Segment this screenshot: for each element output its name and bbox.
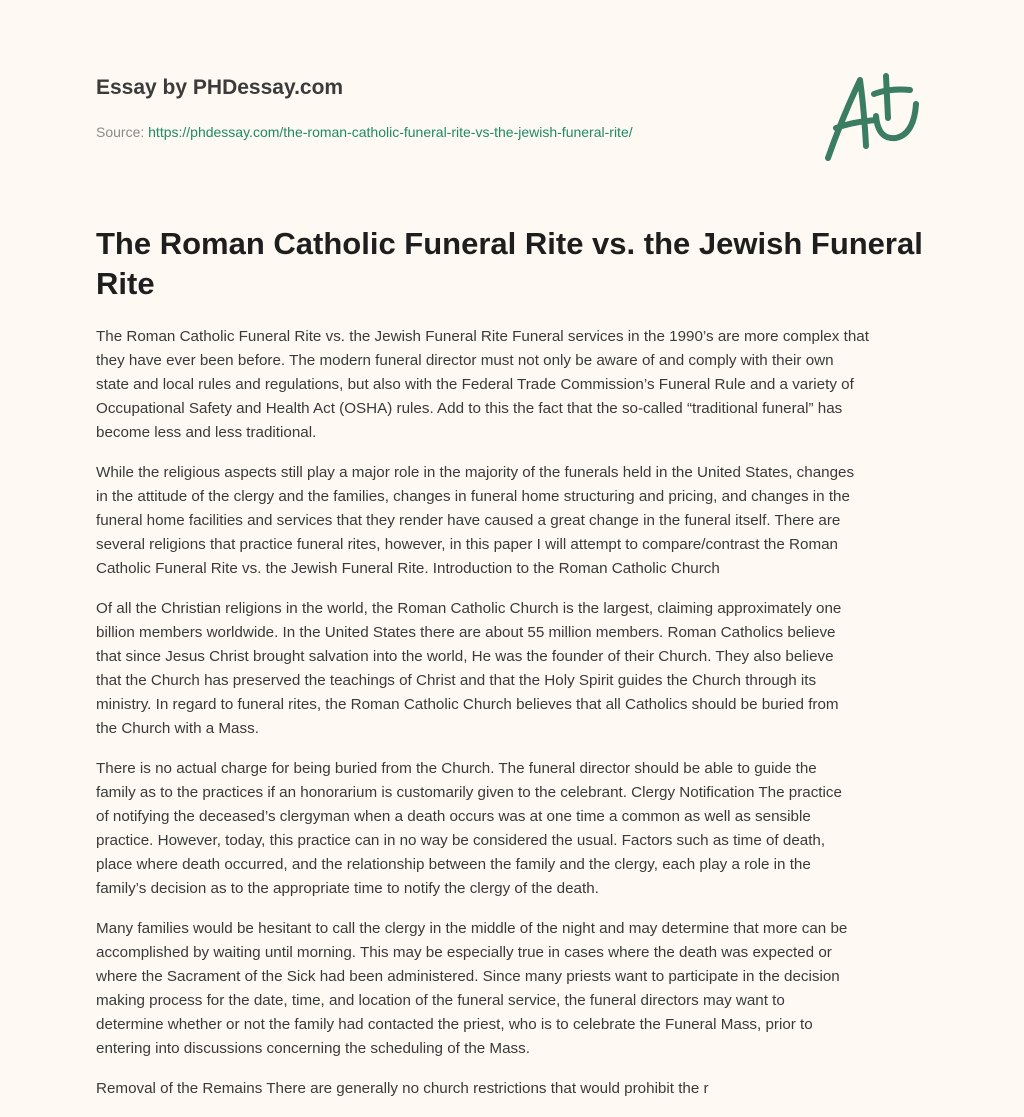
a-plus-logo-icon [818, 68, 930, 164]
paragraph-line: The Roman Catholic Funeral Rite vs. the Jewish Funeral Rite Funeral services in the 1990’s are more complex that [96, 328, 869, 345]
paragraph-line: making process for the date, time, and location of the funeral service, the funeral directors may want to [96, 992, 785, 1009]
paragraph-line: family as to the practices if an honorarium is customarily given to the celebrant. Clergy Notification The practice [96, 784, 842, 801]
paragraph [96, 1077, 956, 1101]
paragraph-line: While the religious aspects still play a major role in the majority of the funerals held in the United States, changes [96, 464, 855, 481]
paragraph-line: determine whether or not the family had contacted the priest, who is to celebrate the Funeral Mass, prior to [96, 1016, 813, 1033]
paragraph-line: they have ever been before. The modern funeral director must not only be aware of and comply with their own [96, 352, 834, 369]
paragraph-line: that since Jesus Christ brought salvation into the world, He was the founder of their Church. They also believe [96, 648, 834, 665]
paragraph-line: the Church with a Mass. [96, 720, 259, 737]
paragraph [96, 597, 956, 741]
paragraph [96, 461, 956, 581]
paragraph-line: that the Church has preserved the teachings of Christ and that the Holy Spirit guides the Church through its [96, 672, 817, 689]
paragraph-line: state and local rules and regulations, but also with the Federal Trade Commission’s Funeral Rule and a variety of [96, 376, 854, 393]
paragraph-line: Catholic Funeral Rite vs. the Jewish Funeral Rite. Introduction to the Roman Catholic Church [96, 560, 720, 577]
paragraph-line: There is no actual charge for being buried from the Church. The funeral director should be able to guide the [96, 760, 817, 777]
article-title: The Roman Catholic Funeral Rite vs. the Jewish Funeral Rite [96, 226, 923, 301]
paragraph-line: of notifying the deceased’s clergyman when a death occurs was at one time a common as well as sensible [96, 808, 811, 825]
paragraph-line: Occupational Safety and Health Act (OSHA) rules. Add to this the fact that the so-called “traditional funeral” has [96, 400, 843, 417]
source-link[interactable]: https://phdessay.com/the-roman-catholic-funeral-rite-vs-the-jewish-funeral-rite/ [148, 124, 633, 140]
paragraph-line: where the Sacrament of the Sick had been administered. Since many priests want to participate in the decision [96, 968, 840, 985]
paragraph [96, 917, 956, 1061]
paragraph-line: practice. However, today, this practice can in no way be considered the usual. Factors such as time of death, [96, 832, 826, 849]
site-title: Essay by PHDessay.com [96, 76, 344, 99]
source-line [96, 124, 633, 140]
paragraph-line: Of all the Christian religions in the world, the Roman Catholic Church is the largest, claiming approximately one [96, 600, 842, 617]
paragraph [96, 325, 956, 445]
paragraph-line: Removal of the Remains There are generally no church restrictions that would prohibit the r [96, 1080, 709, 1097]
paragraph-line: in the attitude of the clergy and the families, changes in funeral home structuring and pricing, and changes in the [96, 488, 850, 505]
paragraph-line: accomplished by waiting until morning. This may be especially true in cases where the death was expected or [96, 944, 832, 961]
paragraph-line: family’s decision as to the appropriate time to notify the clergy of the death. [96, 880, 599, 897]
paragraph-line: become less and less traditional. [96, 424, 317, 441]
paragraph-line: entering into discussions concerning the scheduling of the Mass. [96, 1040, 530, 1057]
article-body [96, 325, 956, 1117]
paragraph-line: place where death occurred, and the relationship between the family and the clergy, each play a role in the [96, 856, 811, 873]
paragraph-line: ministry. In regard to funeral rites, the Roman Catholic Church believes that all Catholics should be buried from [96, 696, 839, 713]
paragraph-line: funeral home facilities and services that they render have caused a great change in the funeral itself. There are [96, 512, 841, 529]
paragraph [96, 757, 956, 901]
source-label: Source: [96, 124, 145, 140]
paragraph-line: billion members worldwide. In the United States there are about 55 million members. Roman Catholics believe [96, 624, 836, 641]
paragraph-line: Many families would be hesitant to call the clergy in the middle of the night and may determine that more can be [96, 920, 848, 937]
paragraph-line: several religions that practice funeral rites, however, in this paper I will attempt to compare/contrast the Roman [96, 536, 839, 553]
